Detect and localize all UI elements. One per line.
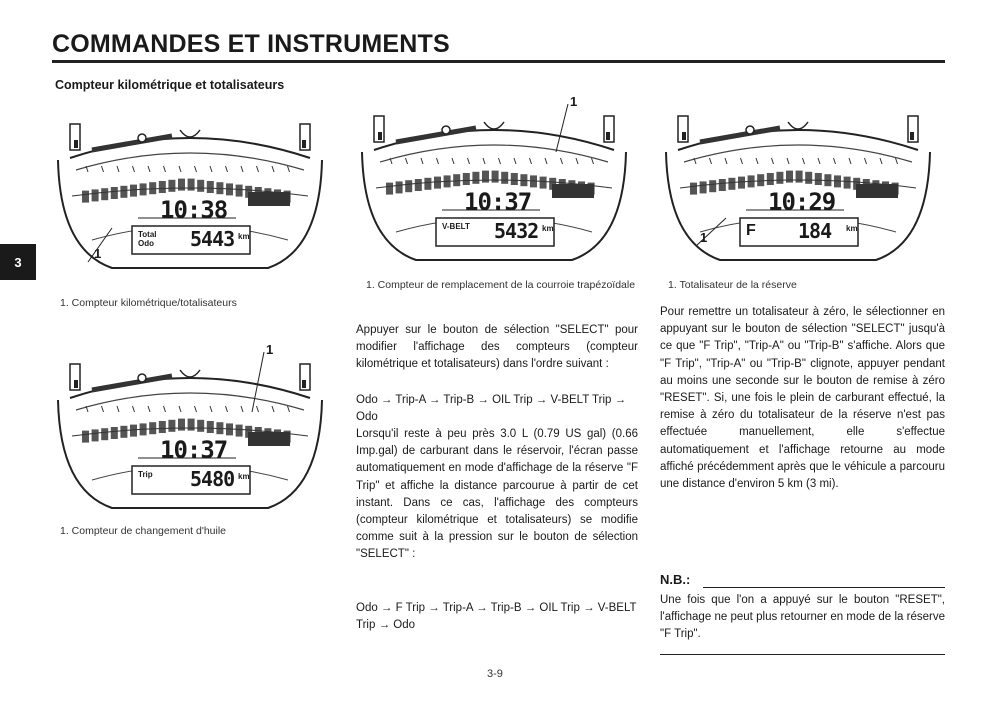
lcd-unit: km (238, 232, 250, 241)
lcd-unit: km (542, 224, 554, 233)
callout-number: 1 (570, 94, 578, 109)
section-tab: 3 (0, 244, 36, 280)
caption-vbelt-trip: 1. Compteur de remplacement de la courroie trapézoïdale (366, 279, 636, 291)
lcd-mode: Trip (138, 470, 153, 479)
lcd-value: 5480 (190, 467, 235, 491)
nb-rule-top (703, 587, 945, 588)
lcd-unit: km (238, 472, 250, 481)
caption-odometer: 1. Compteur kilométrique/totalisateurs (60, 297, 237, 309)
callout-number: 1 (94, 246, 102, 261)
figure-vbelt-trip (356, 92, 632, 268)
lcd-clock: 10:37 (160, 436, 228, 464)
lcd-clock: 10:37 (464, 188, 532, 216)
middle-paragraph-1: Appuyer sur le bouton de sélection "SELECT" pour modifier l'affichage des compteurs (compteur kilométrique et totalisateurs) dans l'ordre suivant : (356, 324, 638, 371)
lcd-clock: 10:29 (768, 188, 836, 216)
middle-sequence-1: Odo → Trip-A → Trip-B → OIL Trip → V-BELT Trip → Odo (356, 394, 627, 424)
caption-oil-trip: 1. Compteur de changement d'huile (60, 525, 227, 537)
callout-number: 1 (700, 230, 708, 245)
lcd-value: 5443 (190, 227, 235, 251)
lcd-unit: km (846, 224, 858, 233)
page-number: 3-9 (487, 668, 503, 680)
nb-label: N.B.: (660, 572, 691, 587)
nb-text: Une fois que l'on a appuyé sur le bouton "RESET", l'affichage ne peut plus retourner en mode de la réserve "F Trip". (660, 594, 945, 641)
nb-rule-bottom (660, 654, 945, 655)
lcd-value: 184 (798, 219, 832, 243)
caption-fuel-trip: 1. Totalisateur de la réserve (668, 279, 797, 291)
lcd-mode: V-BELT (442, 222, 470, 231)
lcd-mode: F (746, 222, 756, 239)
lcd-value: 5432 (494, 219, 539, 243)
right-paragraph-1: Pour remettre un totalisateur à zéro, le sélectionner en appuyant sur le bouton de sélection "SELECT" jusqu'à ce que "F Trip", "Trip-A" ou "Trip-B" s'affiche. Alors que "F Trip", "Trip-A" ou "Trip-B" clignote, appuyer pendant au moins une seconde sur le bouton de remise à zéro "RESET". Si, une fois le plein de carburant effectué, la remise à zéro du totalisateur de la réserve n'est pas effectuée manuellement, elle s'effectue automatiquement et l'affichage retourne au mode affiché précédemment après que le véhicule a parcouru une distance d'environ 5 km (3 mi). (660, 306, 945, 491)
middle-paragraph-2: Lorsqu'il reste à peu près 3.0 L (0.79 US gal) (0.66 Imp.gal) de carburant dans le réservoir, l'écran passe automatiquement en mode d'affichage de la réserve "F Trip" et affiche la distance parcourue à partir de cet instant. Dans ce cas, l'affichage des compteurs (compteur kilométrique et totalisateurs) se modifie comme suit à la pression sur le bouton de sélection "SELECT" : (356, 428, 638, 561)
middle-sequence-2: Odo → F Trip → Trip-A → Trip-B → OIL Trip → V-BELT Trip → Odo (356, 602, 637, 632)
title-rule (52, 60, 945, 63)
callout-number: 1 (266, 342, 274, 357)
figure-fuel-trip (660, 92, 936, 268)
page-title: COMMANDES ET INSTRUMENTS (52, 30, 450, 58)
figure-odometer (52, 100, 328, 276)
lcd-mode: Total Odo (138, 230, 157, 248)
figure-oil-trip (52, 340, 328, 516)
lcd-clock: 10:38 (160, 196, 228, 224)
section-subheading: Compteur kilométrique et totalisateurs (55, 78, 285, 92)
